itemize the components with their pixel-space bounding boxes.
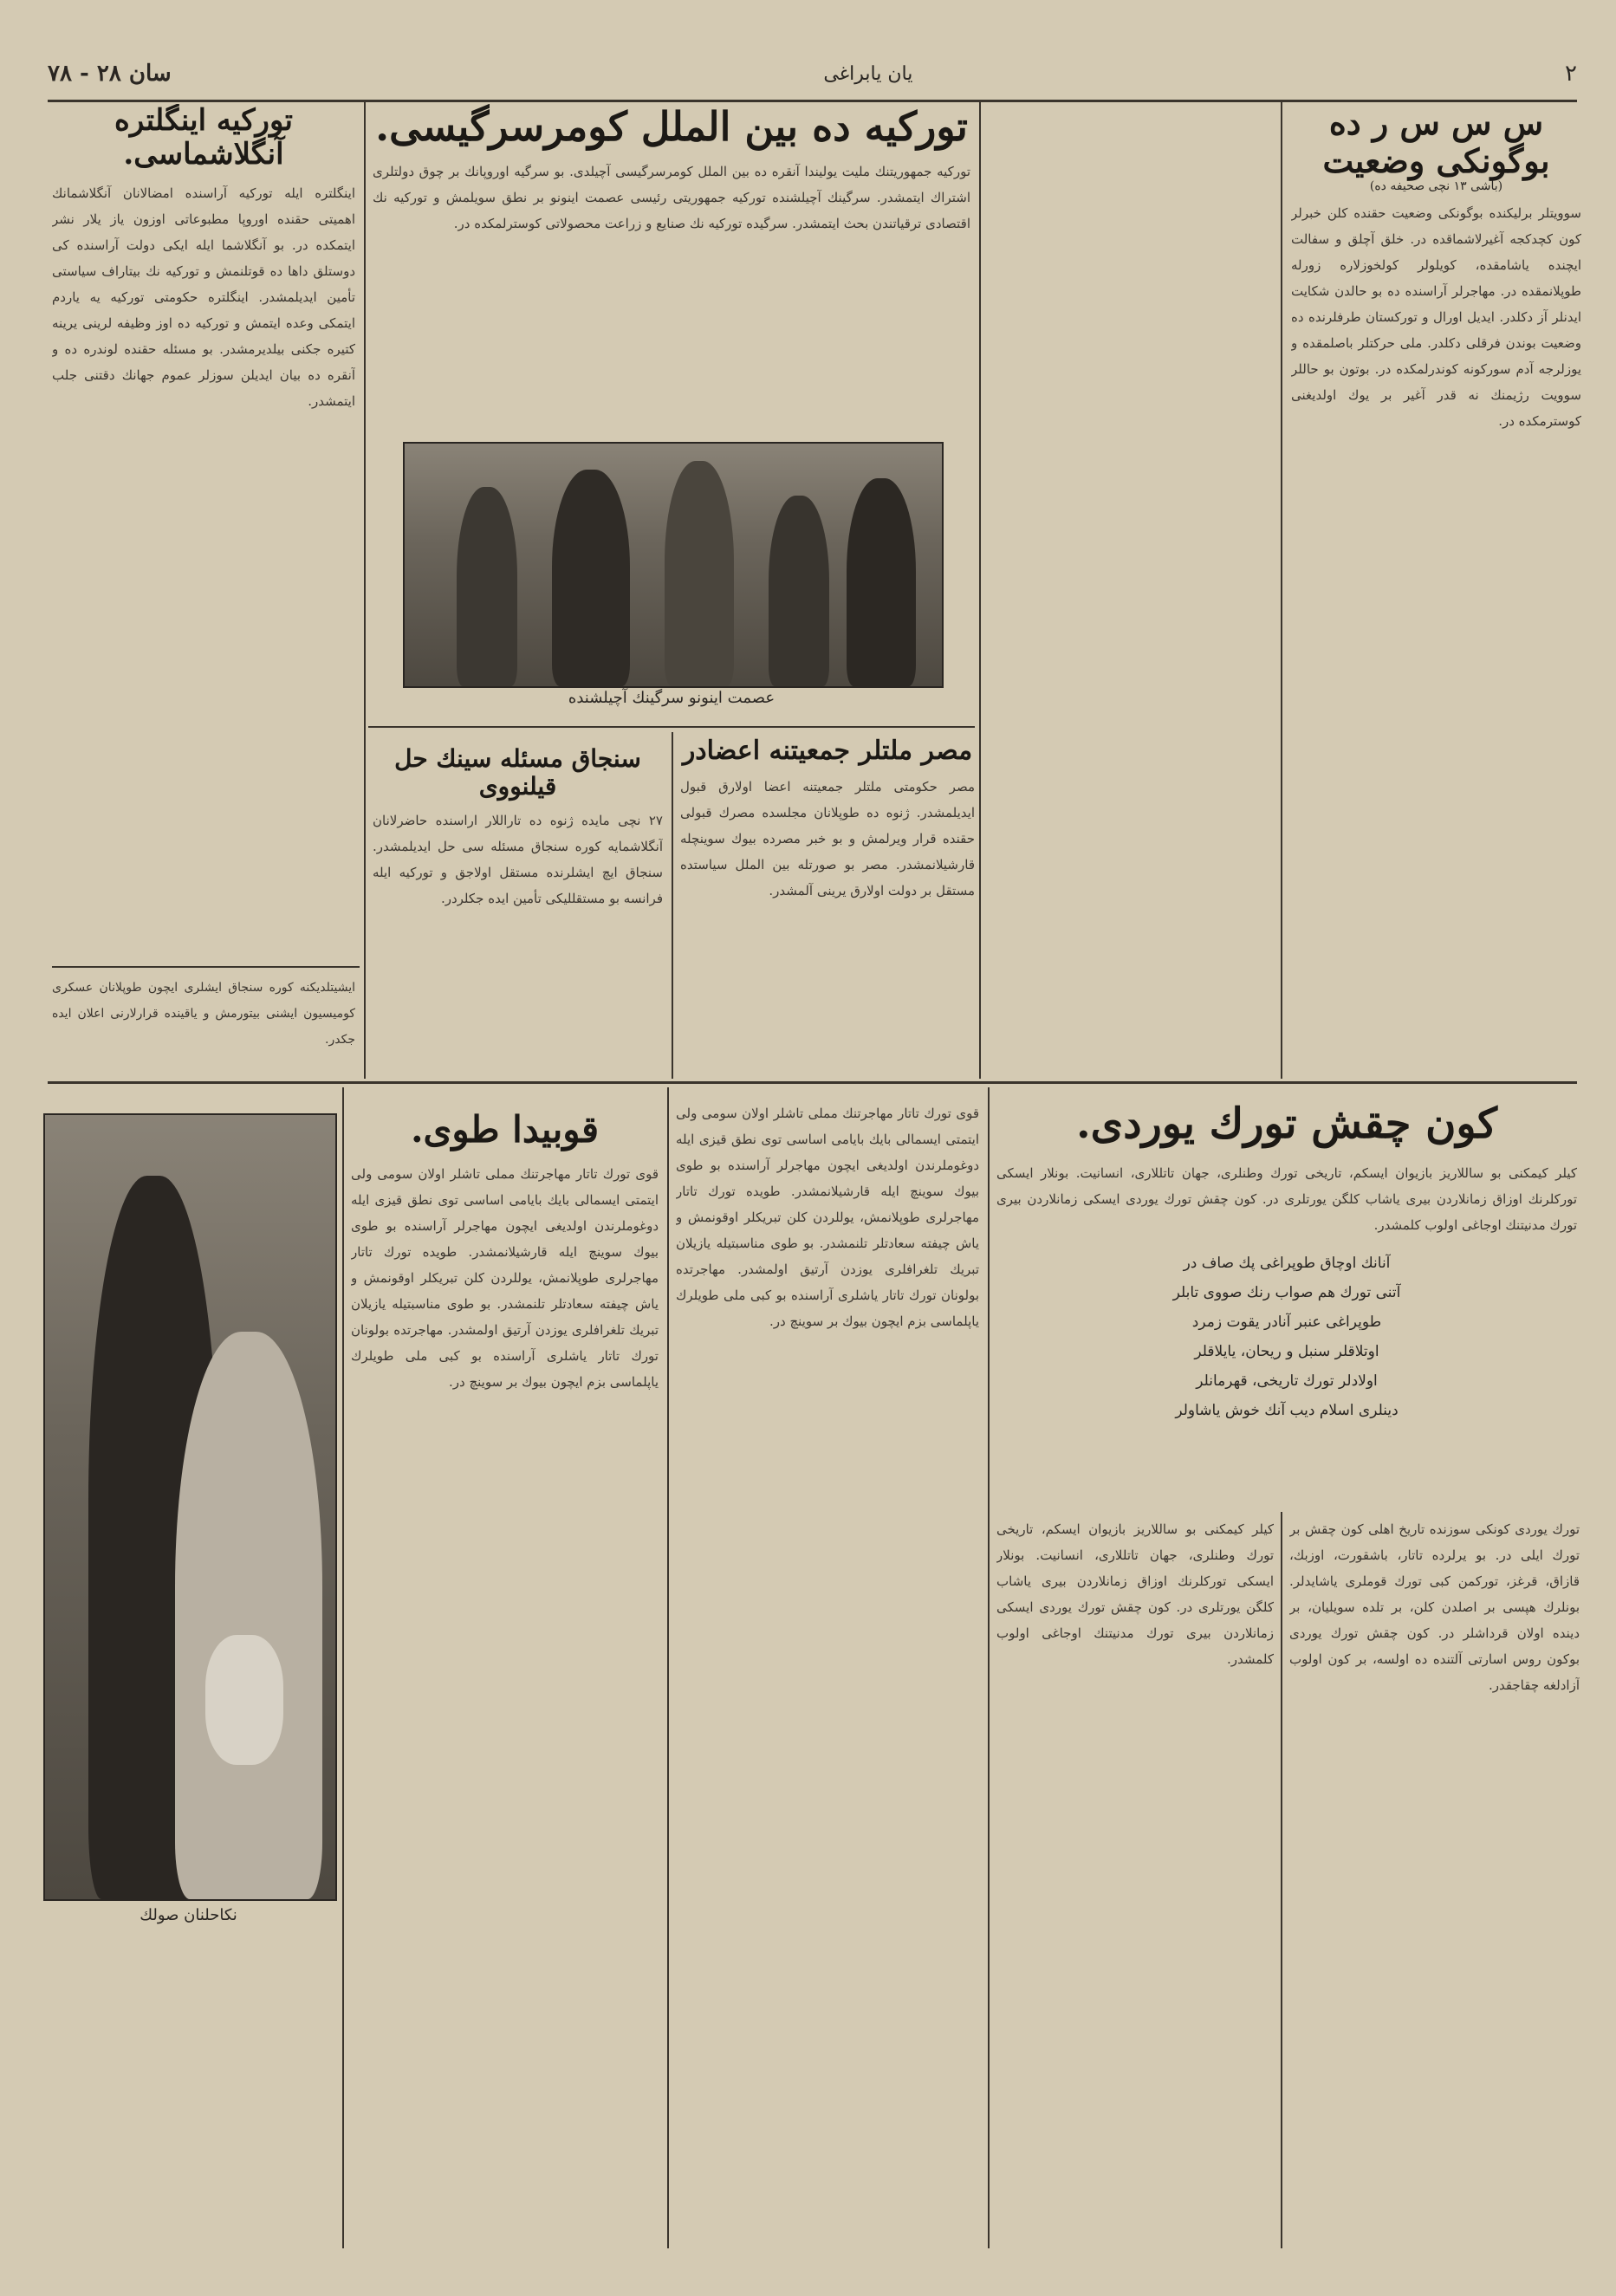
article-title: كون چقش تورك يوردى. (1075, 1100, 1498, 1148)
poem-line: طوپراغى عنبر آنادر يقوت زمرد (1191, 1313, 1382, 1332)
page-number: ٢ (1565, 61, 1577, 87)
article-middle-col (676, 1100, 979, 2244)
article-kongurt (996, 1100, 1577, 1508)
article-body: ايشيتلديكنه كوره سنجاق ايشلرى ايچون طوپلانان عسكرى كوميسيون ايشنى بيتورمش و ياقينده قرارلارنى اعلان ايده جكدر. (52, 981, 355, 1047)
wedding-photo (43, 1113, 337, 1901)
article-title: سنجاق مسئله سينك حل قيلنووى (394, 744, 641, 801)
congress-photo (403, 442, 944, 688)
article-body: قوى تورك تاتار مهاجرتنك مملى تاشلر اولان سومى ولى ايتمتى ايسمالى بايك بايامى اساسى توى نطق قيزى ايله دوغوملرندن اولديغى ايچون مهاجرلر آراسنده بو طوى بيوك سوينچ ايله قارشيلانمشدر. طويده تورك تاتار مهاجرلرى طوپلانمش، يوللردن كلن تبريكلر اوقونمش و ياش چيفته سعادتلر تلنمشدر. بو طوى مناسبتيله يازيلان تبريك تلغرافلرى يوزدن آرتيق اولمشدر. مهاجرتده بولونان تورك تاتار ياشلرى آراسنده بو كبى ملى طويلرك ياپلماسى بزم ايچون بيوك بر سوينچ در. (676, 1106, 979, 1329)
section-divider (48, 1081, 1577, 1084)
column-divider (979, 100, 981, 1079)
article-egypt (680, 736, 975, 1074)
article-body: اينگلتره ايله توركيه آراسنده امضالانان آنگلاشمانك اهميتى حقنده اوروپا مطبوعاتى اوزون ياز يلار نشر ايتمكده در. بو آنگلاشما ايله ايكى دولت آراسنده كى دوستلق داها ده قوتلنمش و توركيه نك بيتاراف سياستى تأمين ايديلمشدر. اينگلتره حكومتى توركيه يه ياردم ايتمكى وعده ايتمش و توركيه ده اوز وظيفه لرينى يرينه كتيره جكنى بيلديرمشدر. بو مسئله حقنده لوندره ده و آنقره ده بيان ايديلن سوزلر عموم جهانك دقتنى جلب ايتمشدر. (52, 185, 355, 410)
column-divider (667, 1087, 669, 2248)
article-sancak (373, 736, 663, 1074)
issue-number: سان ٢٨ - ٧٨ (48, 61, 172, 87)
column-divider (1281, 1512, 1282, 2248)
article-title: قوبيدا طوى. (410, 1109, 600, 1151)
article-sssr (1291, 104, 1581, 1074)
column-divider (988, 1087, 990, 2248)
wedding-photo-caption: نكاحلنان صولك (140, 1906, 237, 1924)
poem-line: دينلرى اسلام ديب آنك خوش ياشاولر (1175, 1402, 1399, 1420)
section-divider (368, 726, 975, 728)
article-body: قوى تورك تاتار مهاجرتنك مملى تاشلر اولان سومى ولى ايتمتى ايسمالى بايك بايامى اساسى توى نطق قيزى ايله دوغوملرندن اولديغى ايچون مهاجرلر آراسنده بو طوى بيوك سوينچ ايله قارشيلانمشدر. طويده تورك تاتار مهاجرلرى طوپلانمش، يوللردن كلن تبريكلر اوقونمش و ياش چيفته سعادتلر تلنمشدر. بو طوى مناسبتيله يازيلان تبريك تلغرافلرى يوزدن آرتيق اولمشدر. مهاجرتده بولونان تورك تاتار ياشلرى آراسنده بو كبى ملى طويلرك ياپلماسى بزم ايچون بيوك بر سوينچ در. (351, 1166, 659, 1391)
poem-line: اولادلر تورك تاريخى، قهرمانلر (1196, 1372, 1378, 1391)
article-title: س س س ر ده بوگونكى وضعيت (1322, 104, 1550, 180)
article-body: ٢٧ نچى مايده ژنوه ده تاراللار اراسنده حاضرلانان آنگلاشمايه كوره سنجاق مسئله سى حل ايديلمشدر. سنجاق ايچ ايشلرنده مستقل اولاجق و توركيه ايله فرانسه بو مستقلليكى تأمين ايده جكلردر. (373, 813, 663, 907)
poem-line: آتنى تورك هم صواب رنك صووى تابلر (1172, 1284, 1401, 1302)
congress-photo-caption: عصمت اينونو سرگينك آچيلشنده (568, 689, 776, 707)
article-body: مصر حكومتى ملتلر جمعيتنه اعضا اولارق قبول ايديلمشدر. ژنوه ده طوپلانان مجلسده مصرك قبولى حقنده قرار ويرلمش و بو خبر مصرده بيوك سوينچله قارشيلانمشدر. مصر بو صورتله بين الملل سياستده مستقل بر دولت اولارق يرينى آلمشدر. (680, 778, 975, 898)
article-body: كيلر كيمكنى بو ساللاريز بازيوان ايسكم، تاريخى تورك وطنلرى، جهان تاتللارى، انسانيت. بونلار ايسكى توركلرنك اوزاق زمانلاردن بيرى ياشاب كلگن يورتلرى در. كون چقش تورك يوردى ايسكى زمانلاردن بيرى تورك مدنيتنك اوجاغى اولوب كلمشدر. (996, 1521, 1274, 1667)
article-title: توركيه اينگلتره آنگلاشماسى. (114, 104, 293, 172)
article-congress (373, 104, 970, 425)
column-divider (1281, 100, 1282, 1079)
article-body: سوويتلر برليكنده بوگونكى وضعيت حقنده كلن خبرلر كون كچدكجه آغيرلاشماقده در. خلق آچلق و سفالت ايچنده ياشامقده، كويلولر كولخوزلاره زورله طوپلانمقده در. مهاجرلر آراسنده ده بو حالدن شكايت ايدنلر آز دكلدر. ايديل اورال و توركستان طرفلرنده ده وضعيت بوندن فرقلى دكلدر. ملى حركتلر باصلمقده و يوزلرجه آدم سوركونه كوندرلمكده در. بوتون بو حاللر سوويت رژيمنك نه قدر آغير بر يوك اولديغنى كوسترمكده در. (1291, 205, 1581, 430)
article-england (52, 104, 355, 936)
article-subtitle: (باشى ١٣ نچى صحيفه ده) (1369, 179, 1503, 194)
article-sancak-note (52, 975, 355, 1074)
article-wedding (351, 1109, 659, 2235)
article-body: تورك يوردى كونكى سوزنده تاريخ اهلى كون چقش بر تورك ايلى در. بو يرلرده تاتار، باشقورت، اوزبك، قازاق، قرغز، توركمن كبى تورك قوملرى ياشايدلر. بونلرك هپسى بر اصلدن كلن، بر تلده سويليان، بر دينده اولان قرداشلر در. كون چقش تورك يوردى بوكون روس اسارتى آلتنده ده اولسه، بر كون اولوب آزادلغه چقاجقدر. (1289, 1521, 1580, 1693)
column-divider (342, 1087, 344, 2248)
column-divider (364, 100, 366, 1079)
masthead-title: يان يابراغى (823, 62, 913, 85)
article-title: مصر ملتلر جمعيتنه اعضادر (682, 736, 973, 766)
article-title: توركيه ده بين الملل كومرسرگيسى. (375, 104, 968, 150)
page-header (48, 48, 1577, 102)
article-kongurt-col2 (996, 1516, 1274, 2244)
article-body: توركيه جمهوريتنك مليت يوليندا آنقره ده بين الملل كومرسرگيسى آچيلدى. بو سرگيه اوروپانك بر چوق دولتلرى اشتراك ايتمشدر. سرگينك آچيلشنده توركيه جمهوريتى رئيسى عصمت اينونو بر نطق سويلمش و توركيه نك اقتصادى ترقياتندن بحث ايتمشدر. سرگيده توركيه نك صنايع و زراعت محصولاتى كوسترلمكده در. (373, 163, 970, 231)
article-body: كيلر كيمكنى بو ساللاريز بازيوان ايسكم، تاريخى تورك وطنلرى، جهان تاتللارى، انسانيت. بونلار ايسكى توركلرنك اوزاق زمانلاردن بيرى ياشاب كلگن يورتلرى در. كون چقش تورك يوردى ايسكى زمانلاردن بيرى تورك مدنيتنك اوجاغى اولوب كلمشدر. (996, 1165, 1577, 1234)
poem (996, 1249, 1577, 1425)
article-kongurt-cont (1289, 1516, 1580, 2244)
column-divider (672, 732, 673, 1079)
poem-line: آنانك اوچاق طوپراغى پك صاف در (1183, 1255, 1391, 1273)
section-divider (52, 966, 360, 968)
poem-line: اوتلاقلر سنبل و ريحان، يايلاقلر (1194, 1343, 1379, 1361)
